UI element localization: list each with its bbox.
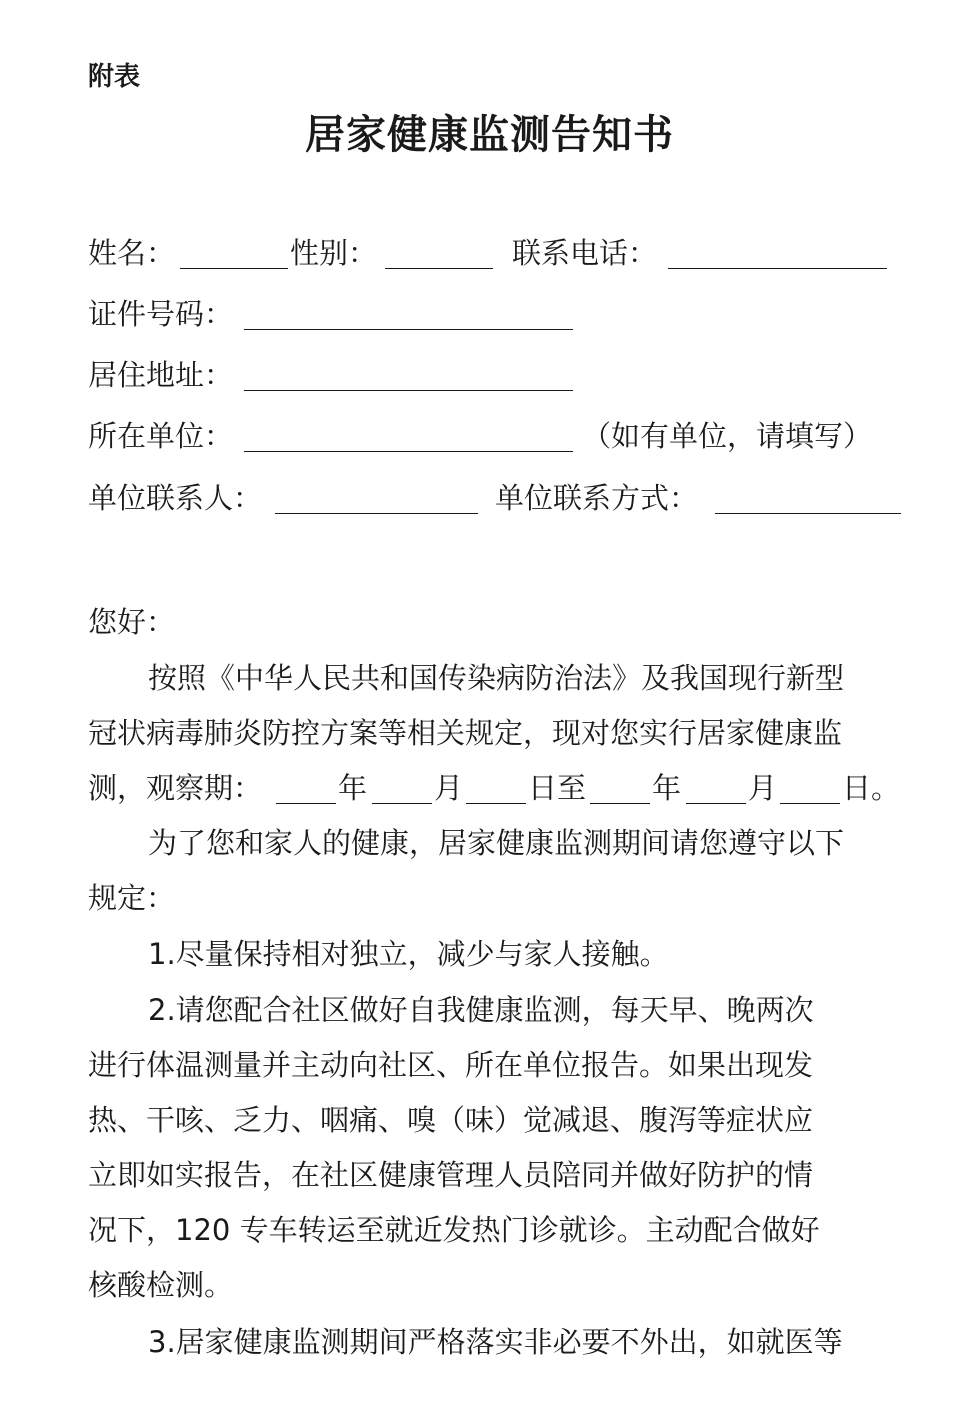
paragraph-line: 冠状病毒肺炎防控方案等相关规定，现对您实行居家健康监 xyxy=(88,716,843,750)
paragraph-line: 为了您和家人的健康，居家健康监测期间请您遵守以下 xyxy=(148,826,845,860)
paragraph-line: 规定： xyxy=(88,881,176,915)
end-month-field[interactable] xyxy=(686,803,746,804)
id-label: 证件号码： xyxy=(88,297,234,331)
employer-label: 所在单位： xyxy=(88,419,234,453)
gender-field[interactable] xyxy=(385,268,493,269)
phone-field[interactable] xyxy=(668,268,887,269)
paragraph-line: 热、干咳、乏力、咽痛、嗅（味）觉减退、腹泻等症状应 xyxy=(88,1103,814,1137)
paragraph-line: 核酸检测。 xyxy=(88,1268,234,1302)
contact-person-field[interactable] xyxy=(275,513,478,514)
gender-label: 性别： xyxy=(290,236,378,270)
contact-method-label: 单位联系方式： xyxy=(495,481,699,515)
month-label: 月 xyxy=(748,771,778,805)
id-field[interactable] xyxy=(244,329,573,330)
annex-label: 附表 xyxy=(88,62,141,92)
year-label: 年 xyxy=(338,771,368,805)
address-label: 居住地址： xyxy=(88,358,234,392)
month-label: 月 xyxy=(434,771,464,805)
start-year-field[interactable] xyxy=(276,803,336,804)
year-label: 年 xyxy=(652,771,682,805)
name-label: 姓名： xyxy=(88,236,176,270)
end-year-field[interactable] xyxy=(590,803,650,804)
employer-field[interactable] xyxy=(244,451,573,452)
employer-note: （如有单位，请填写） xyxy=(582,419,873,453)
page-title: 居家健康监测告知书 xyxy=(305,112,674,158)
end-day-field[interactable] xyxy=(780,803,840,804)
greeting: 您好： xyxy=(88,605,176,639)
start-month-field[interactable] xyxy=(372,803,432,804)
paragraph-line: 进行体温测量并主动向社区、所在单位报告。如果出现发 xyxy=(88,1048,814,1082)
paragraph-line: 立即如实报告，在社区健康管理人员陪同并做好防护的情 xyxy=(88,1158,814,1192)
rule-item: 2.请您配合社区做好自我健康监测，每天早、晚两次 xyxy=(148,993,814,1027)
contact-method-field[interactable] xyxy=(715,513,901,514)
start-day-field[interactable] xyxy=(466,803,526,804)
name-field[interactable] xyxy=(180,268,288,269)
phone-label: 联系电话： xyxy=(512,236,658,270)
contact-person-label: 单位联系人： xyxy=(88,481,263,515)
address-field[interactable] xyxy=(244,390,573,391)
observation-period-label: 测，观察期： xyxy=(88,771,263,805)
day-end-label: 日。 xyxy=(842,771,901,805)
rule-item: 3.居家健康监测期间严格落实非必要不外出，如就医等 xyxy=(148,1325,843,1359)
paragraph-line: 按照《中华人民共和国传染病防治法》及我国现行新型 xyxy=(148,661,845,695)
rule-item: 1.尽量保持相对独立，减少与家人接触。 xyxy=(148,937,669,971)
day-to-label: 日至 xyxy=(528,771,587,805)
paragraph-line: 况下，120 专车转运至就近发热门诊就诊。主动配合做好 xyxy=(88,1213,820,1247)
